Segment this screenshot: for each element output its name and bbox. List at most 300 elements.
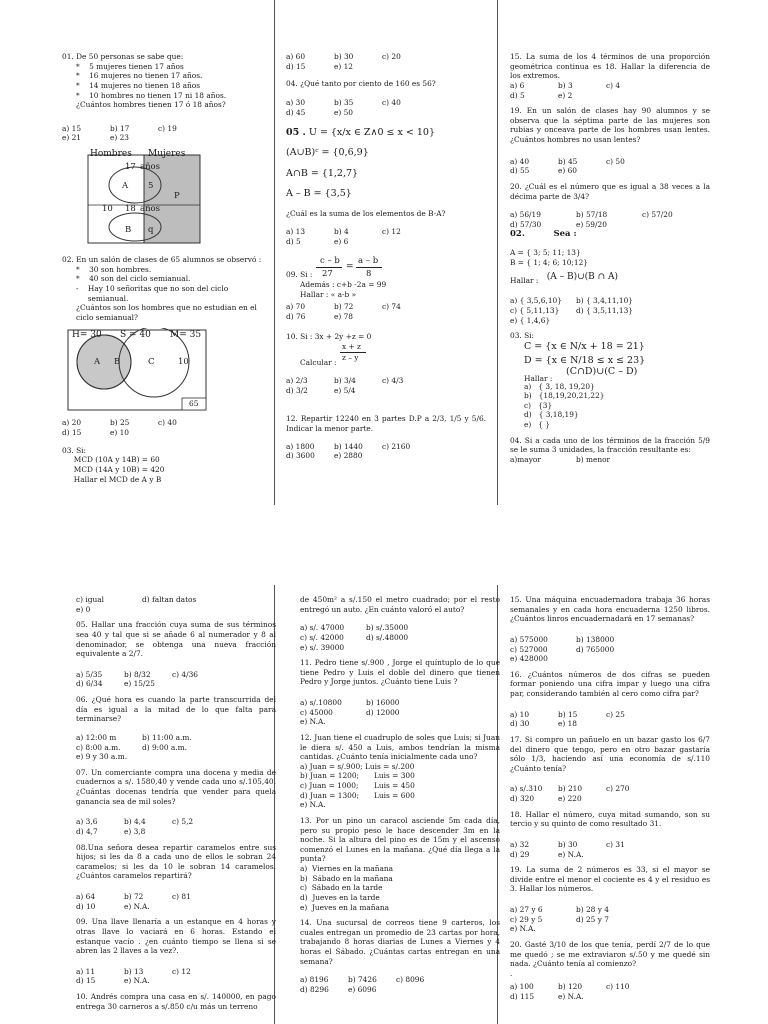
bullet: - Hay 10 señoritas que no son del ciclo (76, 283, 229, 293)
option: b) 28 y 4 (576, 905, 609, 914)
option: c) 40 (382, 97, 401, 107)
answer-options (510, 840, 710, 859)
question-07 (76, 768, 276, 837)
answer-options (286, 98, 486, 117)
option: d) 15 (62, 428, 82, 437)
option: a) 40 (510, 156, 530, 166)
option: e) 21 (62, 133, 82, 143)
question-text: 01. De 50 personas se sabe que: (62, 52, 184, 61)
question-19 (510, 106, 710, 176)
question-number: 02. (510, 229, 525, 240)
answer-options (300, 762, 500, 810)
column-1 (62, 52, 262, 557)
answer-options (76, 595, 276, 614)
question-09 (286, 252, 486, 326)
option: e) N.A. (124, 976, 150, 986)
option: d) faltan datos (142, 595, 197, 604)
option: e) 2880 (334, 451, 363, 461)
answer-options (300, 975, 500, 994)
option: e) 2 (558, 90, 573, 100)
option: c) 5,2 (172, 817, 194, 827)
option: a) s/.310 (510, 784, 543, 794)
answer-options (300, 864, 500, 912)
option: d) 5 (286, 236, 301, 246)
option: e) N.A. (300, 800, 326, 810)
option: d) 25 y 7 (576, 914, 609, 924)
answer-options (510, 455, 710, 465)
option: c) 527000 (510, 644, 548, 654)
option: d) 55 (510, 166, 530, 176)
option: a) s/. 47000 (300, 623, 345, 633)
fraction-bar (316, 267, 342, 268)
option: c) s/. 42000 (300, 632, 344, 642)
answer-options (510, 635, 710, 664)
bullet: * 16 mujeres no tienen 17 años. (76, 71, 203, 81)
option: a) 27 y 6 (510, 905, 543, 914)
question-12 (286, 414, 486, 461)
hallar-label: Hallar : (510, 275, 539, 285)
option: d) 57/30 (510, 219, 542, 229)
question-10 (286, 332, 486, 408)
option: c) 12 (382, 227, 401, 237)
answer-options (300, 623, 500, 652)
option: b) { 3,4,11,10} (576, 296, 633, 306)
option: a) { 3, 18, 19,20} (524, 381, 595, 391)
option: a) 100 (510, 982, 534, 992)
question-text: 16. ¿Cuántos números de dos cifras se pueden formar poniendo una cifra impar y luego una cifra par, considerando también al cero como cifra par? (510, 669, 710, 698)
option: c) {3} (524, 400, 553, 410)
question-text: 02. En un salón de clases de 65 alumnos se observó : (62, 255, 262, 264)
question-15 (510, 595, 710, 664)
label-hombres: Hombres (90, 149, 132, 159)
question-text: 14. Una sucursal de correos tiene 9 carteros, los cuales entregan un promedio de 23 cartas por hora, trabajando 8 horas diarias de Lunes a Viernes y 4 horas el Sábado. ¿Cuántas cartas entregan en una semana? (300, 918, 500, 966)
option: c) 81 (172, 892, 191, 901)
option: e) 6096 (348, 984, 377, 994)
option: d) 320 (510, 794, 535, 803)
answer-options (510, 81, 710, 100)
question-19 (510, 865, 710, 934)
option: Luis = 300 (374, 771, 415, 781)
bullet: * 30 son hombres. (76, 264, 152, 274)
option: a) 30 (286, 97, 306, 107)
option: b) 11:00 a.m. (142, 732, 192, 742)
option: a) Juan = s/.900; Luis = s/.200 (300, 761, 415, 771)
option: c) Sábado en la tarde (300, 883, 383, 893)
line: 03. Si: (62, 445, 87, 455)
label-10: 10 (178, 357, 189, 368)
top-sheet (0, 0, 768, 505)
column-divider (497, 0, 498, 505)
option: Luis = 450 (374, 781, 415, 790)
equation: (A∪B)ᶜ = {0,6,9} (286, 147, 369, 159)
set-b: B = { 1; 4; 6; 10;12} (510, 258, 588, 268)
option: a) 3,6 (76, 817, 98, 827)
option: b) 25 (110, 418, 130, 428)
option: a) { 3,5,6,10} (510, 296, 562, 306)
option: d) 3600 (286, 451, 315, 461)
option: d) { 3,18,19} (524, 410, 579, 420)
answer-options (76, 967, 276, 986)
option: e) 220 (558, 794, 582, 803)
question-text: 12. Juan tiene el cuadruplo de soles que Luis; si Juan le diera s/. 450 a Luis, ambos tendrían la misma cantidas. ¿Cuánto tenía inicialmente cada uno? (300, 732, 500, 762)
option: e) s/. 39000 (300, 642, 345, 652)
label-18: 18 (125, 204, 136, 214)
question-11 (300, 658, 500, 727)
option: e) 23 (110, 133, 130, 143)
question-text: 10. Andrés compra una casa en s/. 140000, en pago entrega 30 carneros a s/.850 c/u más un terreno (76, 992, 276, 1011)
question-05 (76, 620, 276, 689)
fraction-numerator: a – b (358, 256, 379, 267)
column-2 (300, 595, 500, 1024)
question-04-fraction (510, 436, 710, 465)
question-number: 05 . (286, 127, 306, 139)
label-mujeres: Mujeres (148, 149, 186, 159)
question-17 (510, 735, 710, 804)
option: a) 1800 (286, 441, 315, 451)
option: b) 1440 (334, 441, 363, 451)
option: b) 4,4 (124, 817, 146, 827)
condition: Además : c+b -2a = 99 (300, 280, 387, 290)
question-text: 15. Una máquina encuadernadora trabaja 36 horas semanales y en cada hora encuaderna 1250 libros. ¿Cuántos linros encuadernadará en 17 semanas? (510, 595, 710, 624)
option: e) N.A. (300, 717, 326, 727)
question-text: 11. Pedro tiene s/.900 , Jorge el quíntuplo de lo que tiene Pedro y Luis el doble del dinero que tienen Pedro y Jorge juntos. ¿Cuánto tiene Luis ? (300, 658, 500, 687)
option: d) 30 (510, 719, 530, 729)
option: d) Juan = 1300; (300, 790, 360, 800)
question-04 (286, 79, 486, 117)
option: e) 0 (76, 604, 91, 614)
option: c) 57/20 (642, 210, 673, 220)
option: a) 32 (510, 839, 530, 849)
label-65: 65 (189, 399, 199, 409)
option: b) 72 (124, 892, 144, 901)
bottom-sheet (0, 585, 768, 1024)
option: d) s/.48000 (366, 632, 409, 642)
column-3 (510, 52, 710, 557)
fraction-numerator: c – b (320, 256, 340, 267)
option: c) 29 y 5 (510, 914, 543, 924)
option: b) 210 (558, 784, 583, 794)
option: a) 6 (510, 80, 525, 90)
option: e) 60 (558, 166, 578, 176)
question-text: 04. Si a cada uno de los términos de la fracción 5/9 se le suma 3 unidades, la fracción resultante es: (510, 435, 710, 455)
option: d) 10 (76, 901, 96, 911)
option: b) 15 (558, 709, 578, 719)
option: e) 5/4 (334, 386, 356, 395)
set-d: D = {x ∈ N/18 ≤ x ≤ 23} (524, 355, 646, 367)
answer-options (76, 817, 276, 836)
fraction-denominator: 8 (366, 269, 372, 280)
option: a) 11 (76, 966, 96, 976)
set-c: C = {x ∈ N/x + 18 = 21} (524, 340, 645, 352)
option: d) 4,7 (76, 826, 98, 836)
answer-options (510, 982, 710, 1001)
column-2 (286, 52, 486, 557)
option: a) s/.10800 (300, 698, 342, 707)
option: b) s/.35000 (366, 623, 409, 633)
option: d) 15 (286, 61, 306, 71)
option: d) 765000 (576, 644, 615, 654)
question-12 (300, 733, 500, 810)
set-u: U = {x/x ∈ Z∧0 ≤ x < 10} (308, 127, 436, 139)
option: a) 15 (62, 123, 82, 133)
option: d) 8296 (300, 984, 329, 994)
line: MCD (10A y 14B) = 60 (62, 455, 160, 465)
option: b) 120 (558, 982, 583, 992)
option: c) 31 (606, 839, 625, 849)
option: b) Sábado en la mañana (300, 873, 393, 883)
answer-options (300, 698, 500, 727)
fraction-numerator: x + z (342, 342, 361, 352)
question-text: 08.Una señora desea repartir caramelos entre sus hijos; si les da 8 a cada uno de ellos le sobran 24 caramelos; si les da 10 le sobran 14 caramelos. ¿Cuántos caramelos repartirá? (76, 842, 276, 881)
option: e) N.A. (558, 849, 584, 859)
option: a) Viernes en la mañana (300, 864, 394, 873)
question-03 (62, 446, 262, 485)
option: b) 3 (558, 80, 573, 90)
option: c) 19 (158, 123, 177, 133)
option: b) {18,19,20,21,22} (524, 391, 605, 401)
question-08 (76, 843, 276, 912)
label-b: B (114, 357, 121, 368)
option: a)mayor (510, 454, 541, 464)
option: e) N.A. (510, 924, 536, 934)
option: b) 7426 (348, 975, 377, 985)
column-1 (76, 595, 276, 1024)
option: d) 29 (510, 849, 530, 859)
fraction-denominator: z – y (342, 353, 359, 363)
question-text: 15. La suma de los 4 términos de una proporción geométrica continua es 18. Hallar la diferencia de los extremos. (510, 52, 710, 81)
label-anos: años (140, 162, 161, 172)
label-c: C (148, 357, 155, 368)
question-text: 12. Repartir 12240 en 3 partes D.P a 2/3, 1/5 y 5/6. Indicar la menor parte. (286, 414, 486, 433)
option: e) 15/25 (124, 679, 155, 689)
question-text: 13. Por un pino un caracol asciende 5m cada día, pero su propio peso le hace descender 3m en la noche. Si la altura del pino es de 15m y el ascenso comenzó el Lunes en la mañana. ¿Qué día llega a la punta? (300, 815, 500, 864)
option: d) 76 (286, 312, 306, 321)
answer-options (286, 52, 486, 71)
option: c) 74 (382, 302, 401, 312)
option: c) Juan = 1000; (300, 781, 359, 790)
answer-options (510, 784, 710, 803)
bullet: * 5 mujeres tienen 17 años (76, 61, 184, 71)
option: e) 50 (334, 107, 354, 117)
option: b) 57/18 (576, 210, 608, 220)
answer-options (76, 670, 276, 689)
option: b) 13 (124, 966, 144, 976)
option: Luis = 600 (374, 790, 415, 800)
option: c) 4/36 (172, 669, 198, 679)
dot: . (510, 968, 513, 978)
option: d) 5 (510, 90, 525, 100)
option: a) 5/35 (76, 669, 103, 679)
option: e) 428000 (510, 654, 548, 664)
calculate-label: Calcular : (300, 358, 337, 368)
line: Hallar el MCD de A y B (62, 474, 162, 484)
option: b) 45 (558, 156, 578, 166)
answer-options (286, 376, 430, 395)
question-ask: ¿Cuántos son los hombres que no estudian en el ciclo semianual? (76, 303, 257, 322)
venn-diagram-2 (62, 328, 262, 412)
option: c) 50 (606, 156, 625, 166)
question-text: 17. Si compro un pañuelo en un bazar gasto los 6/7 del dinero que tengo, pero en otro bazar gastaría sólo 1/3, haciendo así una economía de s/.110 ¿Cuánto tenía? (510, 734, 710, 773)
question-text: 19. En un salón de clases hay 90 alumnos y se observa que la séptima parte de las mujeres son rubias y onceava parte de los hombres usan lentes. ¿Cuántos hombres no usan lentes? (510, 106, 710, 144)
condition: Hallar : « a-b » (300, 290, 357, 300)
question-05 (286, 127, 486, 246)
option: a) 10 (510, 709, 530, 719)
option: b) 17 (110, 123, 130, 133)
option: a) 12:00 m (76, 732, 117, 742)
question-text: 20. Gasté 3/10 de los que tenía, perdí 2/7 de lo que me quedó ; se me extraviaron s/.50 y me quedé sin nada. ¿Cuánto tenía al comienzo? (510, 939, 710, 969)
option: e) 12 (334, 61, 354, 71)
label-10: 10 (102, 204, 113, 214)
option: d) { 3,5,11,13} (576, 305, 633, 315)
option: c) 270 (606, 784, 630, 794)
equation: A – B = {3,5} (286, 188, 352, 200)
question-13 (300, 816, 500, 912)
option: b) 4 (334, 227, 349, 237)
question-20 (510, 940, 710, 1002)
option: e) 9 y 30 a.m. (76, 752, 128, 762)
option: b) menor (576, 454, 611, 464)
option: d) 3/2 (286, 386, 308, 395)
answer-options (510, 710, 710, 729)
option: e) 78 (334, 312, 354, 321)
option: a) 70 (286, 302, 306, 312)
set-expression: (A – B)∪(B ∩ A) (546, 271, 619, 282)
question-10-continued (300, 595, 500, 652)
label-h: H= 30 (72, 330, 102, 341)
question-text: de 450m² a s/.150 el metro cuadrado; por el resto entregó un auto. ¿En cuánto valoró el auto? (300, 595, 500, 614)
question-ask: ¿Cuántos hombres tienen 17 ó 18 años? (76, 100, 226, 110)
question-15 (510, 52, 710, 100)
option: e) { 1,4,6} (510, 315, 551, 325)
option: b) 72 (334, 302, 354, 312)
venn-diagram-1-svg (62, 149, 262, 249)
label-s: S = 40 (120, 330, 151, 341)
question-18 (510, 810, 710, 860)
question-09 (76, 917, 276, 986)
option: a) 60 (286, 52, 306, 61)
option: c) 8:00 a.m. (76, 742, 121, 752)
label-17: 17 (125, 162, 136, 172)
option: b) 30 (334, 52, 354, 61)
option: e) { } (524, 420, 551, 430)
bullet: semianual. (76, 293, 129, 303)
label-a: A (94, 357, 101, 368)
option: d) 6/34 (76, 679, 103, 689)
question-20 (510, 182, 710, 230)
question-06 (76, 695, 276, 762)
option: c) 4 (606, 80, 621, 90)
option: c) 4/3 (382, 376, 404, 386)
option: b) 8/32 (124, 669, 151, 679)
option: b) 3/4 (334, 376, 356, 386)
answer-options (510, 382, 710, 430)
option: e) 18 (558, 719, 578, 729)
option: c) 110 (606, 982, 630, 992)
answer-options (510, 905, 710, 934)
answer-options (76, 892, 276, 911)
label-a: A (122, 181, 129, 191)
question-text: 20. ¿Cuál es el número que es igual a 38 veces a la décima parte de 3/4? (510, 181, 710, 201)
question-text: 05. Hallar una fracción cuya suma de sus términos sea 40 y tal que si se añade 6 al numerador y 8 al denominador, se obtenga una nueva fracción equivalente a 2/7. (76, 620, 276, 659)
option: b) Juan = 1200; (300, 771, 360, 781)
option: a) 575000 (510, 634, 548, 644)
bullet: * 14 mujeres no tienen 18 años (76, 80, 200, 90)
option: c) 45000 (300, 707, 333, 717)
option: e) Jueves en la mañana (300, 902, 390, 912)
question-01 (62, 52, 262, 143)
option: b) 16000 (366, 698, 400, 707)
option: a) 13 (286, 227, 306, 237)
column-divider (274, 0, 275, 505)
option: e) 59/20 (576, 219, 607, 229)
option: b) 138000 (576, 634, 615, 644)
answer-options (510, 210, 710, 229)
option: a) 2/3 (286, 376, 308, 386)
question-02-sets (510, 229, 710, 325)
question-14 (300, 918, 500, 994)
option: b) 35 (334, 97, 354, 107)
option: d) 12000 (366, 707, 400, 717)
answer-options (510, 157, 710, 176)
question-text: 06. ¿Qué hora es cuando la parte transcurrida del día es igual a la mitad de lo que falta para terminarse? (76, 695, 276, 724)
option: e) N.A. (558, 992, 584, 1001)
option: c) { 5,11,13} (510, 305, 560, 315)
option: c) 40 (158, 418, 177, 428)
answer-options (76, 733, 276, 762)
label-p: P (174, 191, 180, 201)
answer-options (62, 418, 262, 437)
answer-options (510, 296, 710, 325)
question-16 (510, 670, 710, 729)
label-m: M= 35 (170, 330, 202, 341)
hallar-label: Hallar : (524, 373, 553, 383)
question-02 (62, 255, 262, 322)
label-5: 5 (148, 181, 154, 191)
column-3 (510, 595, 710, 1024)
answer-options (62, 124, 262, 143)
option: c) igual (76, 595, 104, 604)
question-text: 07. Un comerciante compra una docena y media de cuadernos a s/. 1580,40 y vende cada uno s/.105,40. ¿Cuántas docenas tendría que vender para quela ganancia sea de mil soles? (76, 767, 276, 806)
option: a) 8196 (300, 975, 329, 985)
option: a) 64 (76, 892, 96, 901)
set-expression: (C∩D)∪(C – D) (566, 365, 638, 377)
equation: A∩B = {1,2,7} (286, 167, 359, 179)
line: MCD (14A y 10B) = 420 (62, 464, 165, 474)
option: d) 15 (76, 976, 96, 986)
question-number: 09. Si : (286, 270, 313, 280)
question-text: 04. ¿Qué tanto por ciento de 160 es 56? (286, 79, 436, 89)
answer-options (286, 302, 430, 321)
option: c) 20 (382, 52, 401, 61)
option: d) Jueves en la tarde (300, 892, 380, 902)
option: e) 6 (334, 236, 349, 246)
question-text: 19. La suma de 2 números es 33, si el mayor se divide entre el menor el cociente es 4 y el residuo es 3. Hallar los números. (510, 865, 710, 894)
label-anos: años (140, 204, 161, 214)
option: a) 56/19 (510, 210, 541, 220)
question-text: 18. Hallar el número, cuya mitad sumando, son su tercio y su quinto de como resultado 31. (510, 809, 710, 829)
bullet: * 40 son del ciclo semianual. (76, 274, 191, 284)
fraction-denominator: 27 (322, 269, 333, 280)
sea-label: Sea : (553, 229, 577, 240)
option: d) 115 (510, 992, 535, 1001)
option: d) 9:00 a.m. (142, 742, 188, 752)
question-ask: ¿Cuál es la suma de los elementos de B-A? (286, 208, 446, 218)
option: e) 3,8 (124, 826, 146, 836)
answer-options (286, 442, 486, 461)
option: e) N.A. (124, 901, 150, 911)
option: c) 8096 (396, 975, 425, 985)
venn-diagram-1 (62, 149, 262, 249)
